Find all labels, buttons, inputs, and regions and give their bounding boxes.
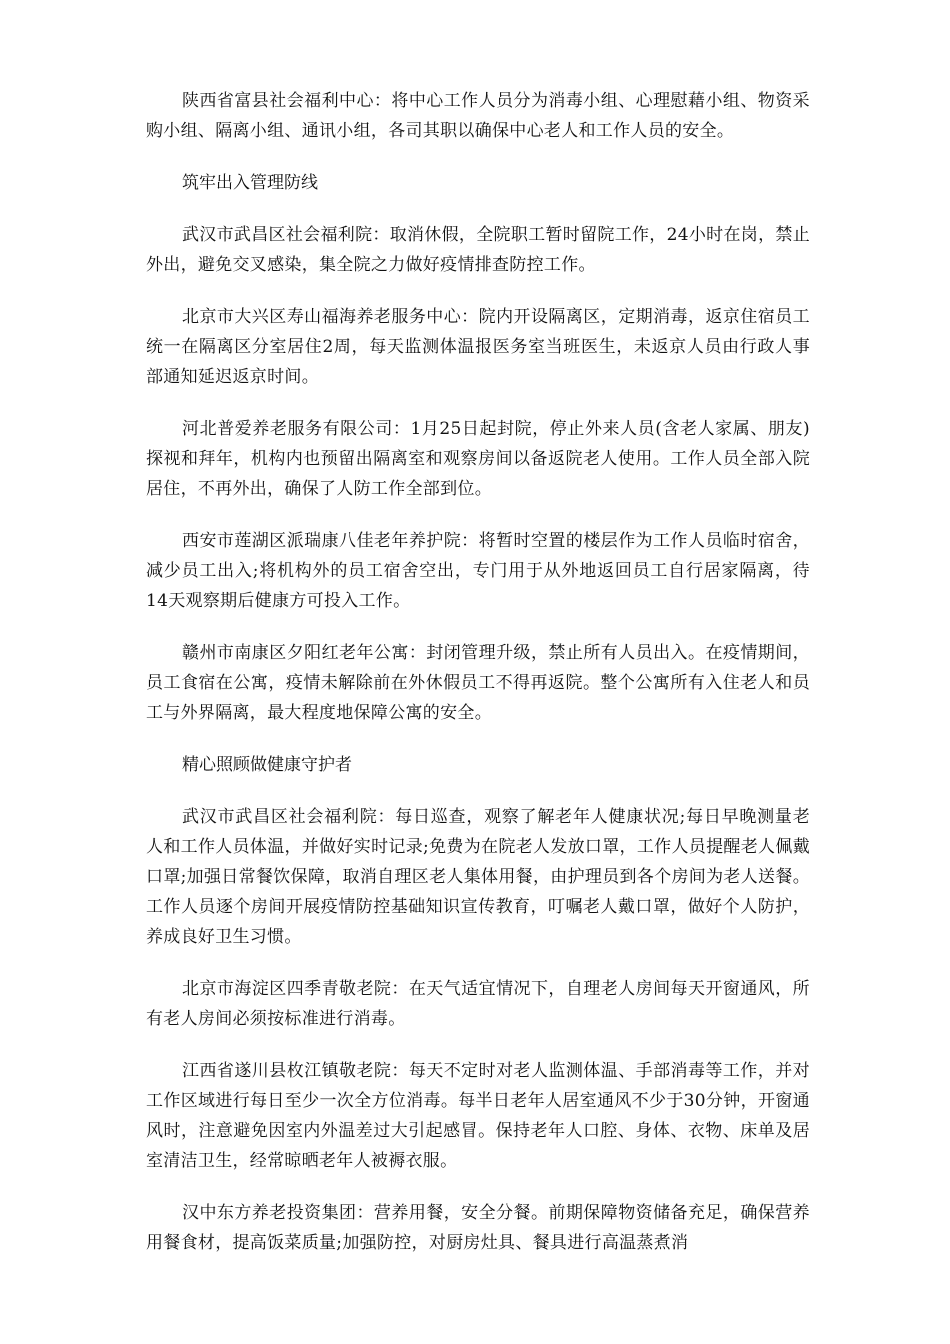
paragraph: 汉中东方养老投资集团：营养用餐，安全分餐。前期保障物资储备充足，确保营养用餐食材，提高饭菜质量;加强防控，对厨房灶具、餐具进行高温蒸煮消: [146, 1203, 810, 1253]
document-body: [146, 86, 810, 1280]
paragraph: 武汉市武昌区社会福利院：每日巡查，观察了解老年人健康状况;每日早晚测量老人和工作人员体温，并做好实时记录;免费为在院老人发放口罩，工作人员提醒老人佩戴口罩;加强日常餐饮保障，取消自理区老人集体用餐，由护理员到各个房间为老人送餐。工作人员逐个房间开展疫情防控基础知识宣传教育，叮嘱老人戴口罩，做好个人防护，养成良好卫生习惯。: [146, 807, 810, 947]
paragraph: 北京市大兴区寿山福海养老服务中心：院内开设隔离区，定期消毒，返京住宿员工统一在隔离区分室居住2周，每天监测体温报医务室当班医生，未返京人员由行政人事部通知延迟返京时间。: [146, 307, 810, 387]
paragraph: 河北普爱养老服务有限公司：1月25日起封院，停止外来人员(含老人家属、朋友)探视和拜年，机构内也预留出隔离室和观察房间以备返院老人使用。工作人员全部入院居住，不再外出，确保了人防工作全部到位。: [146, 419, 810, 499]
paragraph: 江西省遂川县枚江镇敬老院：每天不定时对老人监测体温、手部消毒等工作，并对工作区域进行每日至少一次全方位消毒。每半日老年人居室通风不少于30分钟，开窗通风时，注意避免因室内外温差过大引起感冒。保持老年人口腔、身体、衣物、床单及居室清洁卫生，经常晾晒老年人被褥衣服。: [146, 1061, 810, 1171]
paragraph: 西安市莲湖区派瑞康八佳老年养护院：将暂时空置的楼层作为工作人员临时宿舍，减少员工出入;将机构外的员工宿舍空出，专门用于从外地返回员工自行居家隔离，待14天观察期后健康方可投入工作。: [146, 531, 810, 611]
section-heading: 筑牢出入管理防线: [182, 173, 318, 193]
paragraph: 武汉市武昌区社会福利院：取消休假，全院职工暂时留院工作，24小时在岗，禁止外出，避免交叉感染，集全院之力做好疫情排查防控工作。: [146, 225, 810, 275]
paragraph: 北京市海淀区四季青敬老院：在天气适宜情况下，自理老人房间每天开窗通风，所有老人房间必须按标准进行消毒。: [146, 979, 810, 1029]
paragraph: 陕西省富县社会福利中心：将中心工作人员分为消毒小组、心理慰藉小组、物资采购小组、隔离小组、通讯小组，各司其职以确保中心老人和工作人员的安全。: [146, 91, 810, 141]
section-heading: 精心照顾做健康守护者: [182, 755, 352, 775]
paragraph: 赣州市南康区夕阳红老年公寓：封闭管理升级，禁止所有人员出入。在疫情期间，员工食宿在公寓，疫情未解除前在外休假员工不得再返院。整个公寓所有入住老人和员工与外界隔离，最大程度地保障公寓的安全。: [146, 643, 810, 723]
